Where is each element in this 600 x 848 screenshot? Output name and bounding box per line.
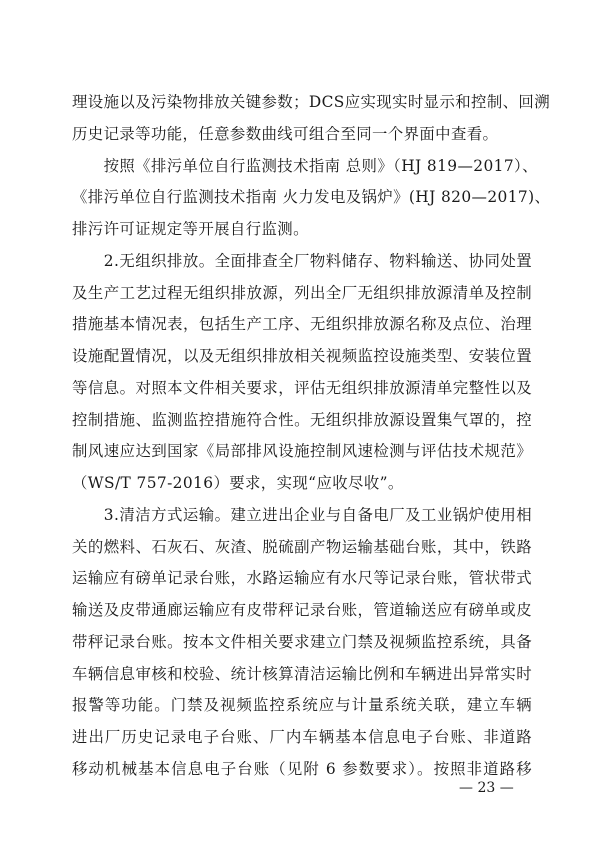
text-line: 3.清洁方式运输。建立进出企业与自备电厂及工业锅炉使用相 [72,505,532,524]
text-line: 控制措施、监测监控措施符合性。无组织排放源设置集气罩的，控 [72,410,532,429]
text-line: 历史记录等功能，任意参数曲线可组合至同一个界面中查看。 [72,124,499,143]
text-line: 2.无组织排放。全面排查全厂物料储存、物料输送、协同处置 [72,251,532,270]
text-line: 制风速应达到国家《局部排风设施控制风速检测与评估技术规范》 [72,442,532,461]
body-text [72,87,551,786]
text-line: 关的燃料、石灰石、灰渣、脱硫副产物运输基础台账，其中，铁路 [72,537,532,556]
page-number: — 23 — [459,780,514,796]
text-line: 运输应有磅单记录台账，水路运输应有水尺等记录台账，管状带式 [72,569,532,588]
text-line: 设施配置情况，以及无组织排放相关视频监控设施类型、安装位置 [72,347,532,365]
text-line: 进出厂历史记录电子台账、厂内车辆基本信息电子台账、非道路 [72,728,532,746]
text-line: 报警等功能。门禁及视频监控系统应与计量系统关联，建立车辆 [72,696,532,715]
text-line: 车辆信息审核和校验、统计核算清洁运输比例和车辆进出异常实时 [72,664,532,683]
text-line: 理设施以及污染物排放关键参数；DCS应实现实时显示和控制、回溯 [72,93,550,111]
text-line: （WS/T 757-2016）要求，实现“应收尽收”。 [72,474,404,492]
text-line: 等信息。对照本文件相关要求，评估无组织排放源清单完整性以及 [72,378,532,397]
text-line: 带秤记录台账。按本文件相关要求建立门禁及视频监控系统，具备 [72,632,532,651]
text-line: 排污许可证规定等开展自行监测。 [72,220,309,238]
text-line: 及生产工艺过程无组织排放源，列出全厂无组织排放源清单及控制 [72,283,532,302]
text-line: 按照《排污单位自行监测技术指南 总则》（HJ 819—2017）、 [72,156,538,175]
text-line: 输送及皮带通廊运输应有皮带秤记录台账，管道输送应有磅单或皮 [72,601,532,619]
text-line: 措施基本情况表，包括生产工序、无组织排放源名称及点位、治理 [72,315,532,334]
text-line: 移动机械基本信息电子台账（见附 6 参数要求）。按照非道路移 [72,759,532,778]
text-line: 《排污单位自行监测技术指南 火力发电及锅炉》(HJ 820—2017)、 [72,188,551,207]
